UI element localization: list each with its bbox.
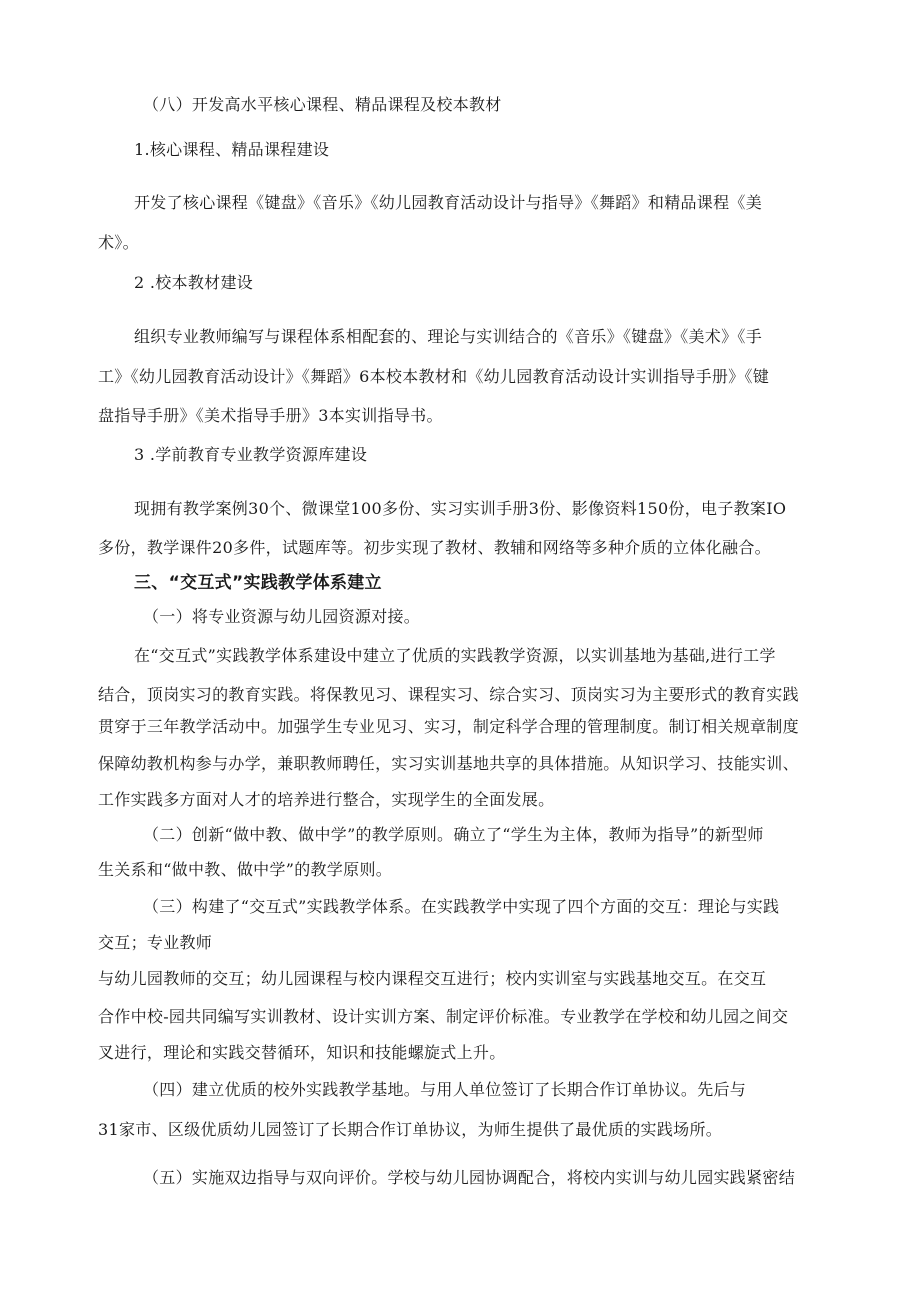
subsection-heading-1: （一）将专业资源与幼儿园资源对接。 xyxy=(143,607,421,626)
item-heading-2: 2 .校本教材建设 xyxy=(134,273,254,292)
paragraph-line: 结合，顶岗实习的教育实践。将保教见习、课程实习、综合实习、顶岗实习为主要形式的教育实践 xyxy=(98,685,799,704)
item-heading-3: 3 .学前教育专业教学资源库建设 xyxy=(134,445,368,464)
paragraph-line: 盘指导手册》《美术指导手册》3本实训指导书。 xyxy=(98,406,443,425)
paragraph-line: 31家市、区级优质幼儿园签订了长期合作订单协议，为师生提供了最优质的实践场所。 xyxy=(98,1120,723,1139)
paragraph-line: 交互；专业教师 xyxy=(98,933,213,952)
paragraph-line: 在“交互式”实践教学体系建设中建立了优质的实践教学资源，以实训基地为基础,进行工学 xyxy=(134,646,776,665)
subsection-heading-8: （八）开发高水平核心课程、精品课程及校本教材 xyxy=(143,95,502,114)
paragraph-line: 生关系和“做中教、做中学”的教学原则。 xyxy=(98,860,393,879)
paragraph-line: 合作中校-园共同编写实训教材、设计实训方案、制定评价标准。专业教学在学校和幼儿园之间交 xyxy=(98,1007,789,1026)
paragraph-line: （五）实施双边指导与双向评价。学校与幼儿园协调配合，将校内实训与幼儿园实践紧密结 xyxy=(143,1168,796,1187)
paragraph-line: 开发了核心课程《键盘》《音乐》《幼儿园教育活动设计与指导》《舞蹈》和精品课程《美 xyxy=(134,193,763,212)
item-heading-1: 1.核心课程、精品课程建设 xyxy=(134,140,330,159)
paragraph-line: （三）构建了“交互式”实践教学体系。在实践教学中实现了四个方面的交互：理论与实践 xyxy=(143,897,780,916)
paragraph-line: 叉进行，理论和实践交替循环，知识和技能螺旋式上升。 xyxy=(98,1043,506,1062)
paragraph-line: （四）建立优质的校外实践教学基地。与用人单位签订了长期合作订单协议。先后与 xyxy=(143,1080,747,1099)
paragraph-line: （二）创新“做中教、做中学”的教学原则。确立了“学生为主体，教师为指导”的新型师 xyxy=(143,825,764,844)
paragraph-line: 贯穿于三年教学活动中。加强学生专业见习、实习，制定科学合理的管理制度。制订相关规章制度 xyxy=(98,717,799,736)
section-heading-3: 三、“交互式”实践教学体系建立 xyxy=(134,573,382,593)
paragraph-line: 工》《幼儿园教育活动设计》《舞蹈》6本校本教材和《幼儿园教育活动设计实训指导手册》《键 xyxy=(98,367,770,386)
paragraph-line: 多份，教学课件20多件，试题库等。初步实现了教材、教辅和网络等多种介质的立体化融合。 xyxy=(98,538,771,557)
paragraph-line: 工作实践多方面对人才的培养进行整合，实现学生的全面发展。 xyxy=(98,790,555,809)
paragraph-line: 术》。 xyxy=(98,233,139,252)
paragraph-line: 保障幼教机构参与办学，兼职教师聘任，实习实训基地共享的具体措施。从知识学习、技能实训、 xyxy=(98,754,799,773)
paragraph-line: 组织专业教师编写与课程体系相配套的、理论与实训结合的《音乐》《键盘》《美术》《手 xyxy=(134,327,763,346)
paragraph-line: 与幼儿园教师的交互；幼儿园课程与校内课程交互进行；校内实训室与实践基地交互。在交互 xyxy=(98,969,767,988)
paragraph-line: 现拥有教学案例30个、微课堂100多份、实习实训手册3份、影像资料150份，电子教案IO xyxy=(134,499,787,518)
